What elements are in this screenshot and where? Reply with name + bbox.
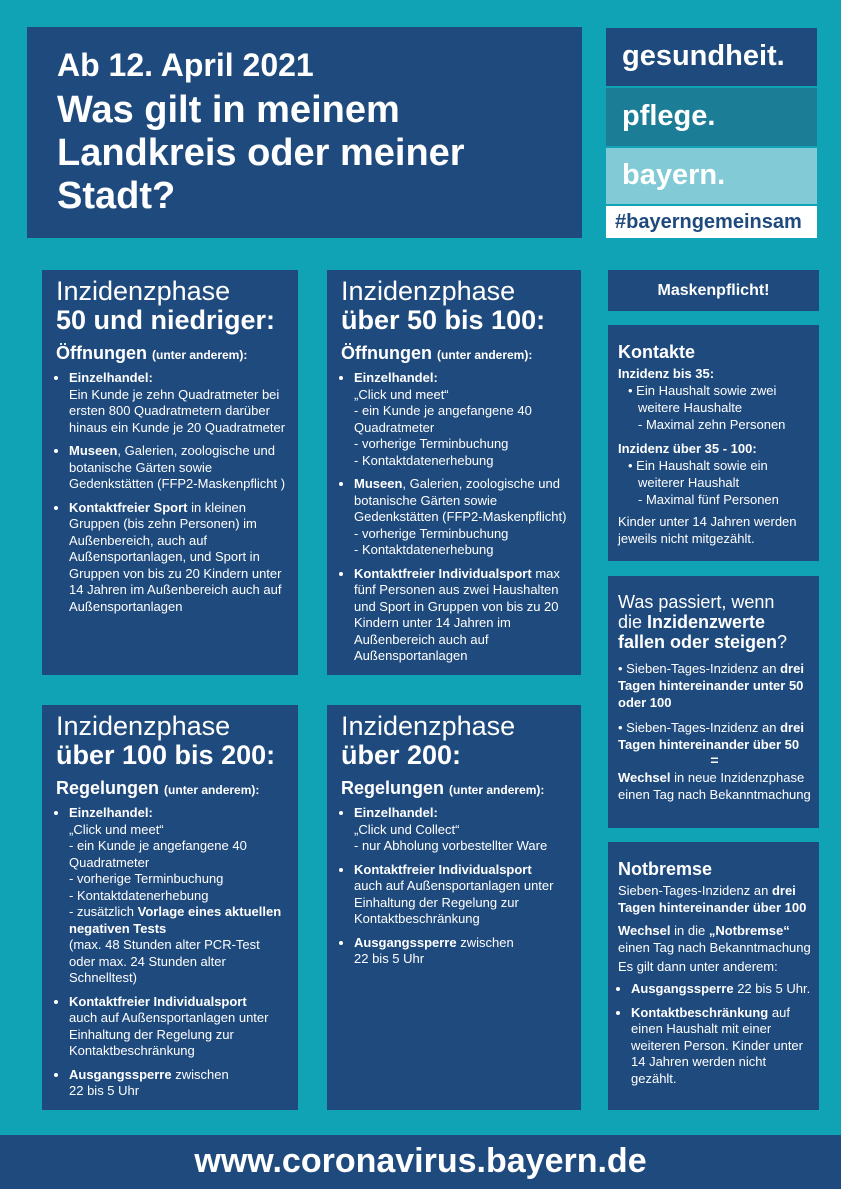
section-note: (unter anderem): bbox=[152, 348, 248, 362]
item-text: auch auf Außensportanlagen unter Einhaltung der Regelung zur Kontaktbeschränkung bbox=[354, 878, 554, 926]
item-text: , Galerien, zoologische und botanische Gärten sowie Gedenkstätten (FFP2-Maskenpflicht) - vorherige Terminbuchung - Kontaktdatenerhebung bbox=[354, 476, 567, 557]
notbremse-p1-bold: drei Tagen hintereinander über 100 bbox=[618, 883, 807, 915]
equals-sign: = bbox=[710, 752, 719, 768]
kontakte-title: Kontakte bbox=[618, 342, 696, 362]
list-item bbox=[631, 981, 811, 998]
phase-200-panel bbox=[327, 705, 581, 1110]
section-heading bbox=[341, 778, 569, 799]
list-item bbox=[354, 566, 569, 665]
header-title: Was gilt in meinem Landkreis oder meiner Stadt? bbox=[57, 89, 465, 217]
phase-title: Inzidenzphase bbox=[341, 276, 516, 306]
inzidenz-result-text: in neue Inzidenzphase einen Tag nach Bekanntmachung bbox=[618, 770, 811, 802]
notbremse-p1-text: Sieben-Tages-Inzidenz an bbox=[618, 883, 772, 898]
notbremse-title: Notbremse bbox=[618, 859, 713, 879]
item-bold: Kontaktfreier Individualsport bbox=[69, 993, 247, 1009]
kontakte-sub1-item: • Ein Haushalt sowie zwei weitere Haushalte bbox=[628, 383, 777, 415]
notbremse-panel bbox=[608, 842, 819, 1110]
header-date: Ab 12. April 2021 bbox=[57, 47, 314, 83]
item-text: max fünf Personen aus zwei Haushalten und Sport in Gruppen von bis zu 20 Kindern unter 14 Jahren im Außenbereich auch auf Außensportanlagen bbox=[354, 565, 560, 663]
inzidenz-item-2-bold: drei Tagen hintereinander über 50 bbox=[618, 720, 804, 752]
kontakte-sub2-max: - Maximal fünf Personen bbox=[638, 492, 779, 507]
inzidenz-item-2-text: Sieben-Tages-Inzidenz an bbox=[626, 720, 781, 735]
item-bold: Museen bbox=[354, 476, 403, 491]
notbremse-p2-text1: in die bbox=[670, 923, 709, 938]
section-note: (unter anderem): bbox=[437, 348, 533, 362]
kontakte-sub2: Inzidenz über 35 - 100: bbox=[618, 441, 757, 456]
phase-title: Inzidenzphase bbox=[341, 711, 516, 741]
item-bold: Kontaktfreier Individualsport bbox=[354, 861, 532, 877]
phase-subtitle: über 100 bis 200: bbox=[56, 740, 276, 770]
list-item bbox=[69, 994, 286, 1060]
section-label: Regelungen bbox=[56, 778, 160, 798]
kontakte-sub2-text: Ein Haushalt sowie ein weiterer Haushalt bbox=[636, 458, 768, 490]
kontakte-sub1-max: - Maximal zehn Personen bbox=[638, 417, 786, 432]
phase-list bbox=[56, 805, 286, 1100]
notbremse-p2-bold2: „Notbremse“ bbox=[708, 923, 790, 938]
item-text: „Click und meet“ - ein Kunde je angefangene 40 Quadratmeter - vorherige Terminbuchung - Kontaktdatenerhebung bbox=[354, 386, 532, 468]
footer-url[interactable]: www.coronavirus.bayern.de bbox=[0, 1135, 841, 1189]
inzidenz-result-bold: Wechsel bbox=[618, 770, 671, 785]
kontakte-note: Kinder unter 14 Jahren werden jeweils nicht mitgezählt. bbox=[618, 514, 797, 546]
brand-gesundheit: gesundheit. bbox=[606, 28, 817, 86]
kontakte-sub1-text: Ein Haushalt sowie zwei weitere Haushalte bbox=[636, 383, 777, 415]
list-item bbox=[354, 805, 569, 855]
item-bold: Einzelhandel: bbox=[354, 370, 438, 385]
section-label: Öffnungen bbox=[56, 343, 147, 363]
item-text: (max. 48 Stunden alter PCR-Test oder max. 24 Stunden alter Schnelltest) bbox=[69, 937, 260, 985]
phase-subtitle: 50 und niedriger: bbox=[56, 305, 276, 335]
maskenpflicht-banner: Maskenpflicht! bbox=[608, 270, 819, 311]
section-heading bbox=[341, 343, 569, 364]
notbremse-p3: Es gilt dann unter anderem: bbox=[618, 959, 778, 974]
item-bold: Vorlage eines aktuellen negativen Tests bbox=[69, 904, 282, 936]
item-bold: Einzelhandel: bbox=[69, 370, 153, 385]
inzidenz-title-2b: Inzidenzwerte bbox=[647, 612, 766, 632]
item-text: „Click und meet“ - ein Kunde je angefangene 40 Quadratmeter - vorherige Terminbuchung - Kontaktdatenerhebung - zusätzlich bbox=[69, 821, 247, 919]
notbremse-p2-bold1: Wechsel bbox=[618, 923, 671, 938]
inzidenz-title-3: ? bbox=[777, 632, 788, 652]
brand-pflege: pflege. bbox=[606, 88, 817, 146]
kontakte-sub1: Inzidenz bis 35: bbox=[618, 366, 715, 381]
section-heading bbox=[56, 778, 286, 799]
inzidenz-item-2: • Sieben-Tages-Inzidenz an drei Tagen hintereinander über 50 bbox=[618, 720, 804, 752]
inzidenz-panel bbox=[608, 576, 819, 828]
item-text: , Galerien, zoologische und botanische Gärten sowie Gedenkstätten (FFP2-Maskenpflicht ) bbox=[69, 443, 286, 491]
notbremse-p2-text2: einen Tag nach Bekanntmachung bbox=[618, 940, 811, 955]
list-item bbox=[631, 1005, 811, 1088]
item-bold: Kontaktfreier Sport bbox=[69, 499, 188, 515]
phase-subtitle: über 50 bis 100: bbox=[341, 305, 546, 335]
item-text: zwischen 22 bis 5 Uhr bbox=[354, 934, 514, 966]
phase-list bbox=[56, 370, 286, 615]
list-item bbox=[354, 935, 569, 968]
phase-title: Inzidenzphase bbox=[56, 276, 231, 306]
list-item bbox=[69, 805, 286, 987]
item-bold: Einzelhandel: bbox=[69, 805, 153, 820]
item-text: 22 bis 5 Uhr. bbox=[733, 981, 811, 996]
item-text: Ein Kunde je zehn Quadratmeter bei ersten 800 Quadratmetern darüber hinaus ein Kunde je 20 Quadratmeter bbox=[69, 386, 286, 435]
item-text: auf einen Haushalt mit einer weiteren Person. Kinder unter 14 Jahren werden nicht gezählt. bbox=[631, 1004, 803, 1086]
inzidenz-item-1-text: Sieben-Tages-Inzidenz an bbox=[626, 661, 781, 676]
list-item bbox=[69, 1067, 286, 1100]
phase-50-panel bbox=[42, 270, 298, 675]
notbremse-p2 bbox=[618, 922, 811, 956]
item-bold: Kontaktfreier Individualsport bbox=[354, 565, 532, 581]
inzidenz-item-1: • Sieben-Tages-Inzidenz an drei Tagen hintereinander unter 50 oder 100 bbox=[618, 661, 804, 710]
list-item bbox=[69, 443, 286, 493]
hashtag: #bayerngemeinsam bbox=[606, 206, 817, 238]
item-bold: Einzelhandel: bbox=[354, 805, 438, 820]
item-bold: Ausgangssperre bbox=[69, 1066, 172, 1082]
item-text: auch auf Außensportanlagen unter Einhaltung der Regelung zur Kontaktbeschränkung bbox=[69, 1010, 269, 1058]
phase-50-100-panel bbox=[327, 270, 581, 675]
kontakte-panel bbox=[608, 325, 819, 561]
brand-bayern: bayern. bbox=[606, 148, 817, 204]
section-note: (unter anderem): bbox=[449, 783, 545, 797]
phase-title: Inzidenzphase bbox=[56, 711, 231, 741]
phase-list bbox=[341, 805, 569, 968]
item-bold: Ausgangssperre bbox=[354, 934, 457, 950]
section-heading bbox=[56, 343, 286, 364]
item-bold: Museen bbox=[69, 443, 118, 458]
inzidenz-title-1: Was passiert, wenn bbox=[618, 592, 775, 612]
list-item bbox=[354, 370, 569, 469]
list-item bbox=[354, 862, 569, 928]
inzidenz-item-1-bold: drei Tagen hintereinander unter 50 oder 100 bbox=[618, 661, 804, 710]
section-label: Öffnungen bbox=[341, 343, 432, 363]
phase-list bbox=[341, 370, 569, 665]
list-item bbox=[354, 476, 569, 559]
section-label: Regelungen bbox=[341, 778, 445, 798]
phase-100-200-panel bbox=[42, 705, 298, 1110]
header-panel bbox=[27, 27, 582, 238]
item-text: in kleinen Gruppen (bis zehn Personen) im Außenbereich, auch auf Außensportanlagen, und Sport in Gruppen von bis zu 20 Kindern unter 14 Jahren im Außenbereich auch auf Außensportanlagen bbox=[69, 499, 282, 614]
item-bold: Kontaktbeschränkung bbox=[631, 1004, 769, 1020]
inzidenz-title-2: die bbox=[618, 612, 648, 632]
notbremse-list bbox=[618, 981, 811, 1087]
inzidenz-result bbox=[618, 769, 811, 803]
item-text: „Click und Collect“ - nur Abholung vorbestellter Ware bbox=[354, 821, 548, 853]
list-item bbox=[69, 500, 286, 616]
inzidenz-title bbox=[618, 592, 811, 652]
list-item bbox=[69, 370, 286, 436]
section-note: (unter anderem): bbox=[164, 783, 260, 797]
inzidenz-title-3b: fallen oder steigen bbox=[618, 632, 778, 652]
item-text: zwischen 22 bis 5 Uhr bbox=[69, 1066, 229, 1098]
phase-subtitle: über 200: bbox=[341, 740, 462, 770]
item-bold: Ausgangssperre bbox=[631, 981, 734, 996]
notbremse-p1 bbox=[618, 882, 811, 916]
kontakte-sub2-item: • Ein Haushalt sowie ein weiterer Haushalt bbox=[628, 458, 768, 490]
